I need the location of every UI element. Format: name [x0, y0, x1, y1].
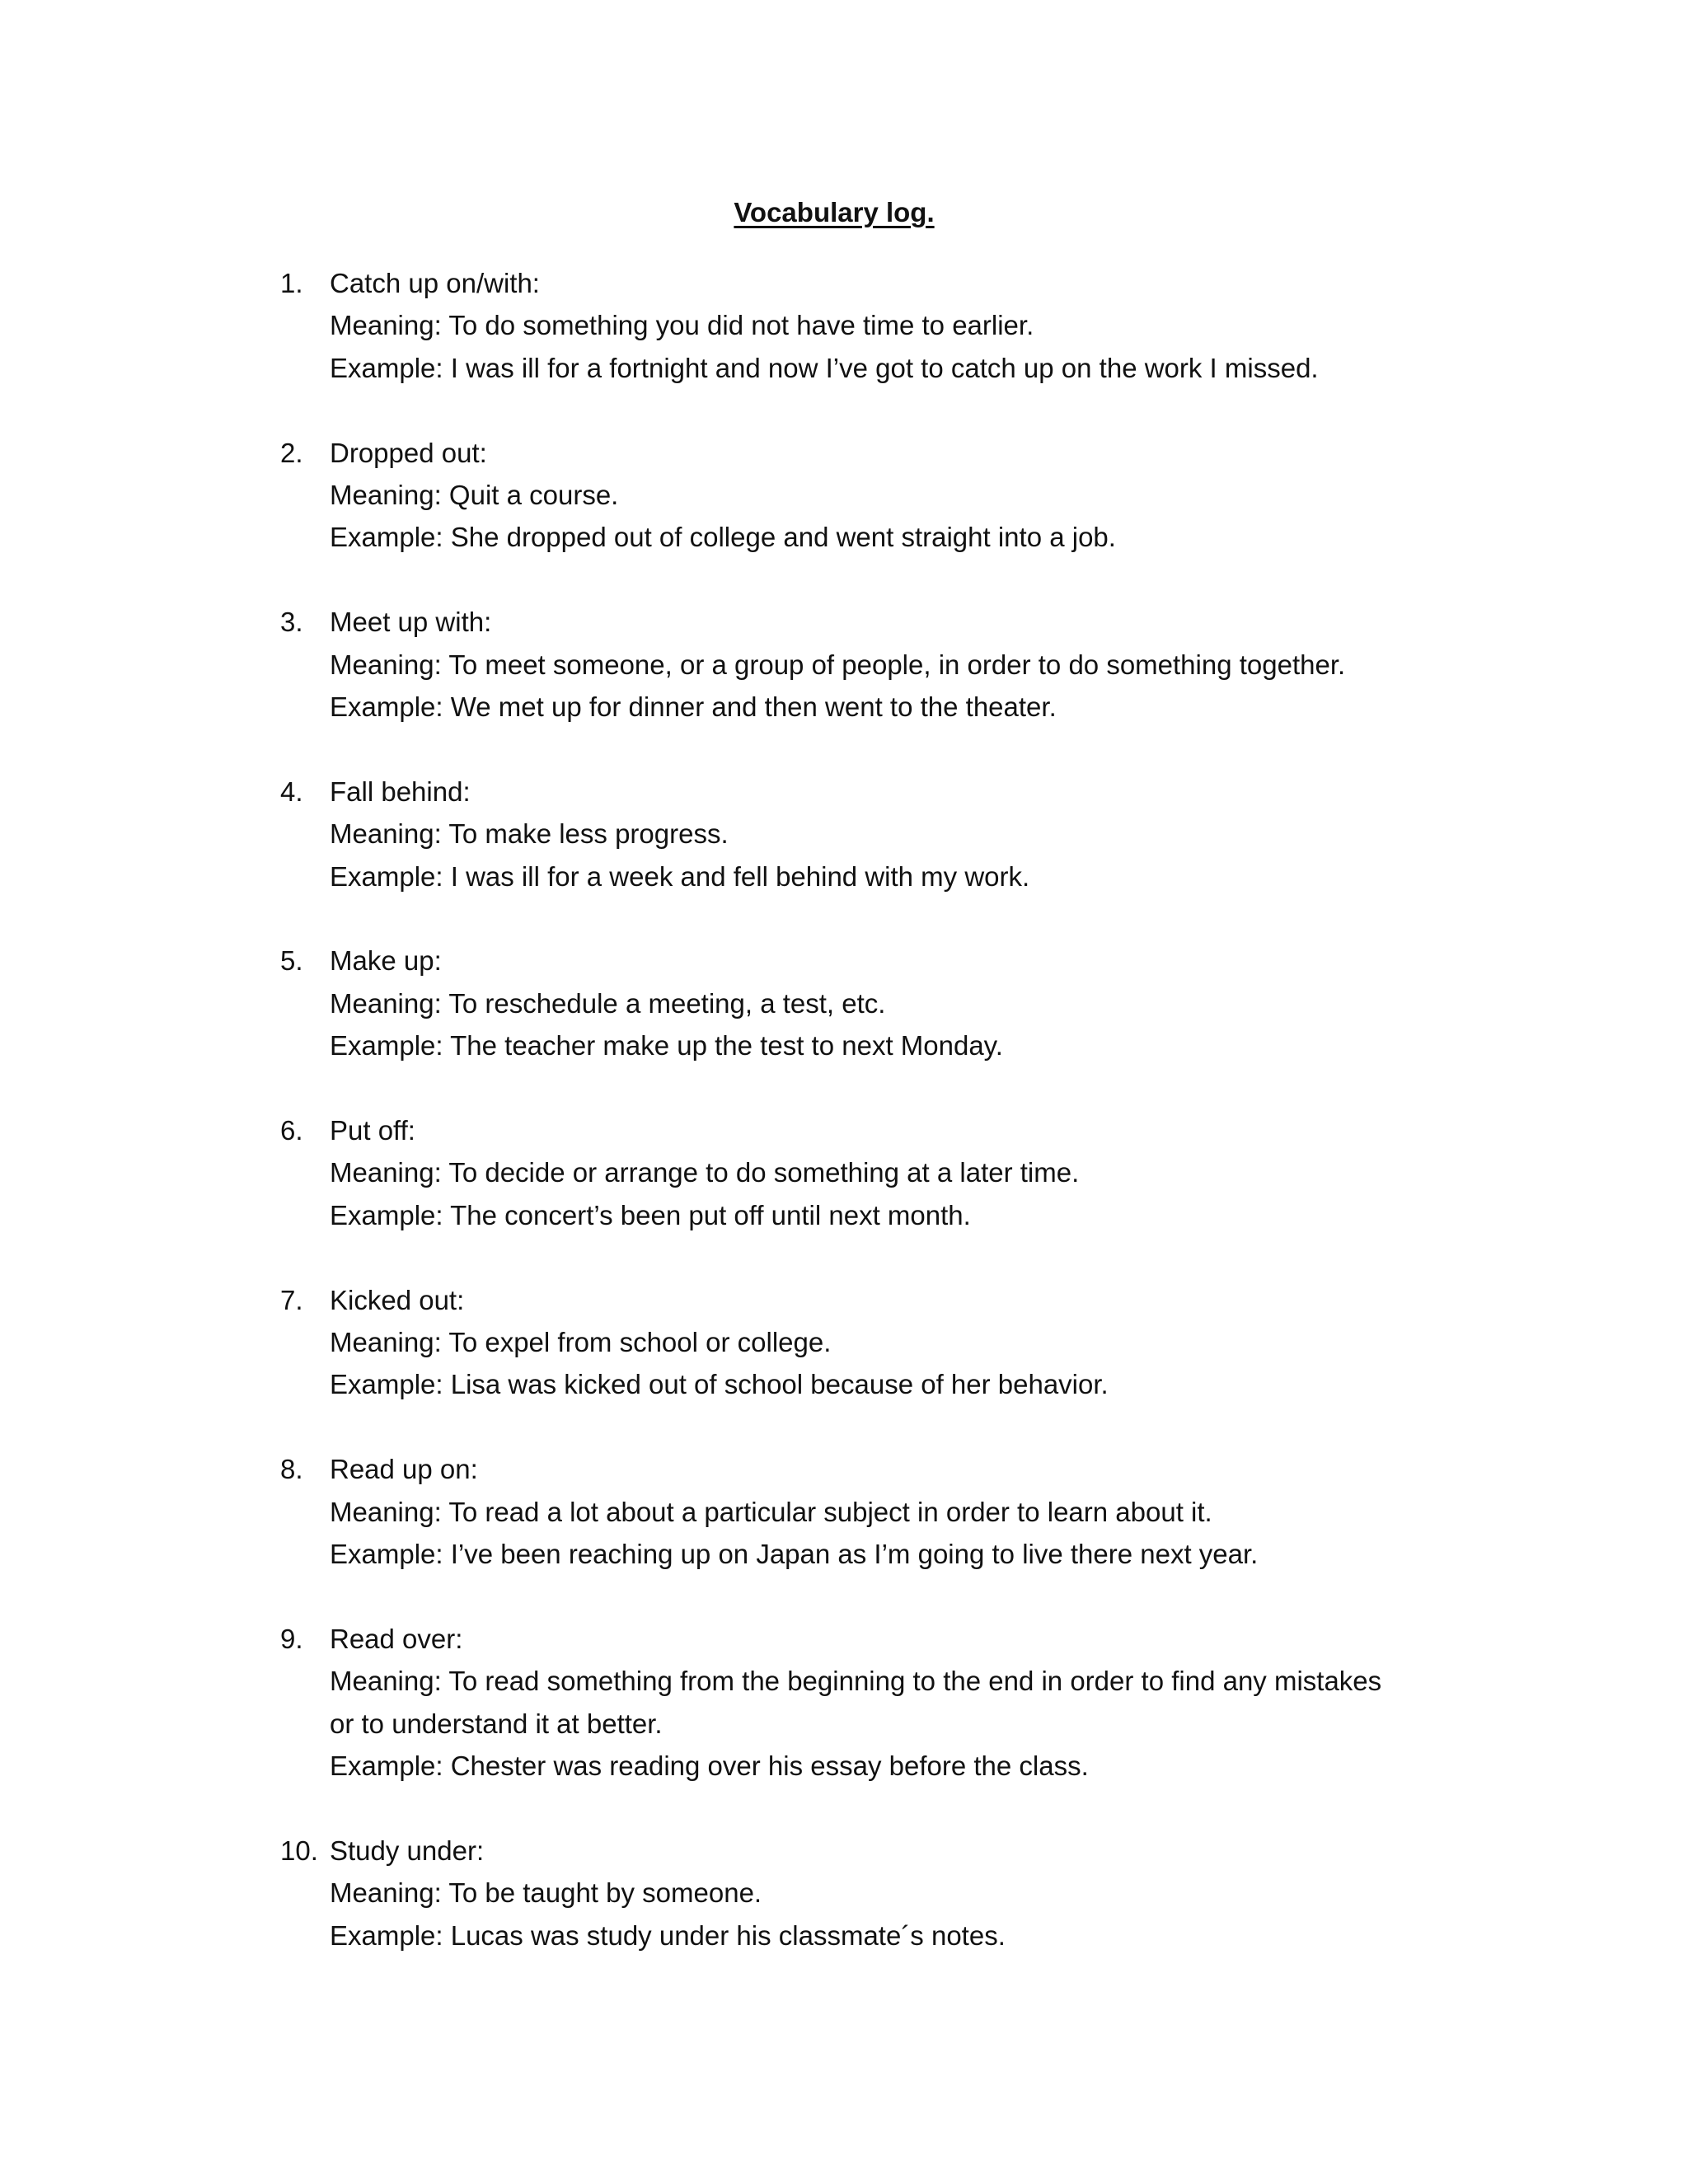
item-example: Example: I was ill for a fortnight and now I’ve got to catch up on the work I missed.: [330, 352, 1319, 383]
item-number: 8.: [280, 1454, 303, 1485]
item-number: 3.: [280, 607, 303, 638]
item-example: Example: The teacher make up the test to next Monday.: [330, 1030, 1003, 1062]
list-item: [280, 1109, 1434, 1236]
list-item: [280, 1279, 1434, 1406]
item-number: 9.: [280, 1623, 303, 1654]
item-example: Example: I’ve been reaching up on Japan as I’m going to live there next year.: [330, 1539, 1259, 1570]
list-item: [280, 940, 1434, 1066]
list-item: [280, 1448, 1434, 1575]
item-term: Fall behind:: [330, 776, 471, 807]
item-meaning: Meaning: To expel from school or college.: [330, 1327, 832, 1358]
item-example: Example: Lisa was kicked out of school because of her behavior.: [330, 1369, 1109, 1400]
item-meaning: Meaning: Quit a course.: [330, 480, 619, 511]
item-number: 4.: [280, 776, 303, 807]
list-item: [280, 601, 1434, 728]
item-meaning-continued: or to understand it at better.: [330, 1708, 663, 1739]
item-meaning: Meaning: To do something you did not have time to earlier.: [330, 310, 1034, 341]
list-item: [280, 771, 1434, 898]
item-term: Kicked out:: [330, 1284, 465, 1315]
item-number: 1.: [280, 268, 303, 298]
item-example: Example: I was ill for a week and fell behind with my work.: [330, 860, 1030, 892]
item-example: Example: Lucas was study under his classmate´s notes.: [330, 1919, 1006, 1951]
item-number: 2.: [280, 437, 303, 468]
page-title: Vocabulary log.: [734, 197, 935, 227]
item-number: 7.: [280, 1284, 303, 1315]
item-meaning: Meaning: To read something from the beginning to the end in order to find any mistakes: [330, 1666, 1382, 1697]
item-meaning: Meaning: To reschedule a meeting, a test, etc.: [330, 987, 886, 1019]
item-meaning: Meaning: To be taught by someone.: [330, 1877, 762, 1909]
item-term: Make up:: [330, 945, 442, 977]
item-example: Example: The concert’s been put off until next month.: [330, 1199, 971, 1230]
item-example: Example: She dropped out of college and went straight into a job.: [330, 522, 1116, 553]
item-term: Read up on:: [330, 1454, 478, 1485]
item-example: Example: We met up for dinner and then went to the theater.: [330, 691, 1057, 723]
item-example: Example: Chester was reading over his essay before the class.: [330, 1750, 1089, 1782]
list-item: [280, 1830, 1434, 1957]
item-term: Meet up with:: [330, 607, 492, 638]
item-term: Study under:: [330, 1835, 485, 1866]
item-number: 5.: [280, 945, 303, 977]
item-term: Dropped out:: [330, 437, 487, 468]
vocabulary-list: [280, 262, 1434, 1999]
item-number: 10.: [280, 1835, 318, 1866]
list-item: [280, 262, 1434, 389]
item-term: Put off:: [330, 1115, 415, 1146]
item-meaning: Meaning: To meet someone, or a group of people, in order to do something together.: [330, 649, 1346, 680]
list-item: [280, 432, 1434, 559]
item-term: Catch up on/with:: [330, 268, 540, 298]
item-meaning: Meaning: To read a lot about a particular subject in order to learn about it.: [330, 1496, 1212, 1527]
item-meaning: Meaning: To make less progress.: [330, 818, 729, 850]
item-number: 6.: [280, 1115, 303, 1146]
list-item: [280, 1618, 1434, 1788]
item-term: Read over:: [330, 1623, 463, 1654]
item-meaning: Meaning: To decide or arrange to do something at a later time.: [330, 1157, 1080, 1188]
